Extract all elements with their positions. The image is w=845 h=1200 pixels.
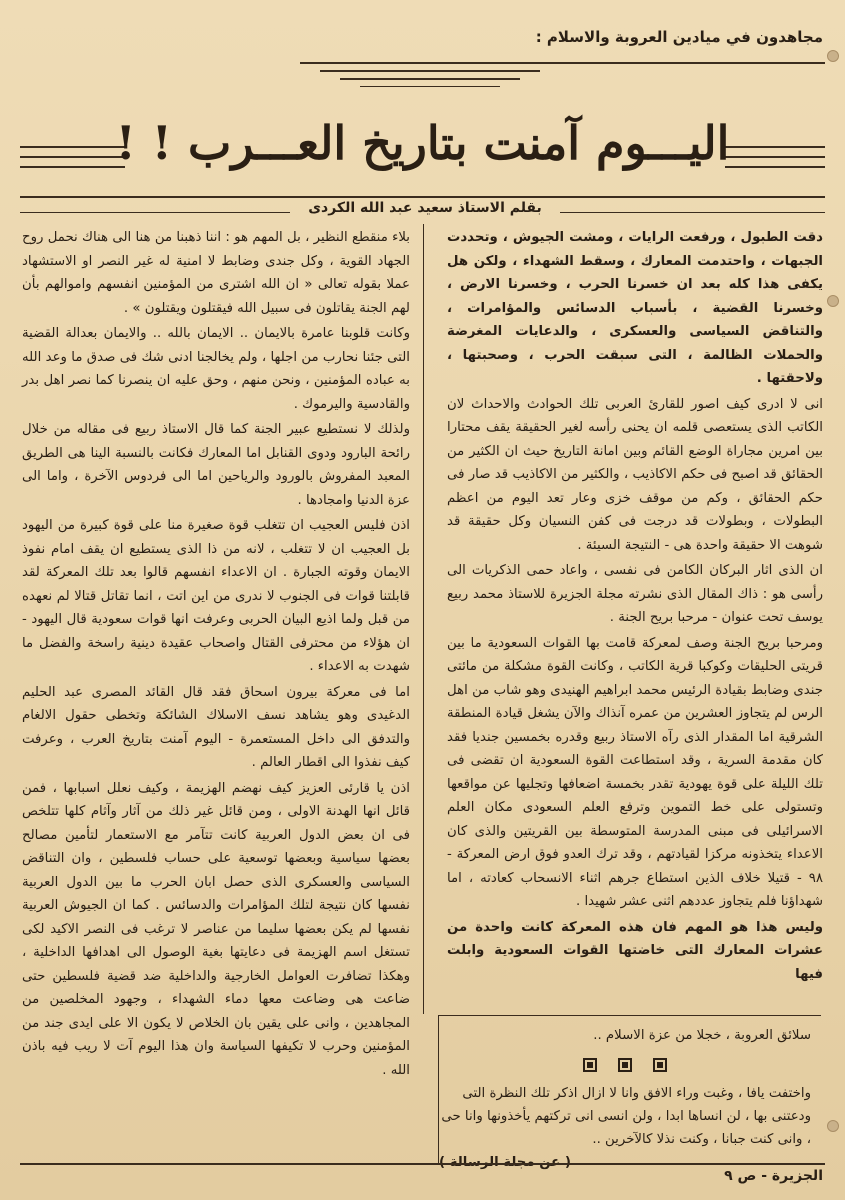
header-rule — [320, 70, 540, 72]
title-underline — [20, 196, 825, 198]
byline: بقلم الاستاذ سعيد عبد الله الكردى — [308, 200, 542, 216]
square-ornament — [618, 1058, 632, 1072]
right-column — [447, 226, 823, 988]
ornament-squares — [439, 1057, 811, 1076]
paragraph: اذن يا قارئى العزيز كيف نهضم الهزيمة ، وكيف نعلل اسبابها ، فمن قائل انها الهدنة الاولى ، ومن قائل غير ذلك من آثار وآثام كلها تتلخص فى ان بعض الدول العربية كانت تتآمر مع الاستعمار لتأمين مصالح بعضها سياسية وبعضها توسعية على حساب فلسطين ، وان التناقض السياسى والعسكرى الذى حصل ابان الحرب ما بين الدول العربية نفسها كان نتيجة لتلك المؤامرات والدسائس . كما ان الجيوش العربية نفسها لم يكن بعضها سليما من عناصر لا ترغب فى النصر الاكيد لكى تستغل اسم الهزيمة فى دعايتها بغية الوصول الى اهدافها الداخلية ، وهكذا تضافرت العوامل الخارجية والداخلية ضد قضية فلسطين حتى ضاعت هى وضاعت معها دماء الشهداء ، وجهود المخلصين من المجاهدين ، وانى على يقين بان الخلاص لا يكون الا على ايدى جند من المؤمنين وحرب لا تكيفها السياسة وان هذا اليوم آت لا ريب فيه باذن الله . — [22, 780, 410, 1078]
paragraph: ان الذى اثار البركان الكامن فى نفسى ، واعاد حمى الذكريات الى رأسى هو : ذاك المقال الذى نشرته مجلة الجزيرة للاستاذ محمد ربيع يوسف تحت عنوان - مرحبا بريح الجنة . — [447, 563, 823, 625]
section-title: مجاهدون في ميادين العروبة والاسلام : — [535, 28, 823, 46]
square-ornament — [653, 1058, 667, 1072]
square-ornament — [583, 1058, 597, 1072]
column-divider — [423, 224, 424, 1014]
paragraph: ولذلك لا نستطيع عبير الجنة كما قال الاستاذ ربيع فى مقاله من خلال رائحة البارود ودوى القنابل اما المعارك فكانت بالنسبة الينا هى الطريق المعبد المفروش بالورود والرياحين اما الى فردوس الآخرة ، واما الى عزة الدنيا وامجادها . — [22, 422, 410, 508]
headline: اليـــوم آمنت بتاريخ العـــرب ! ! — [115, 116, 730, 170]
byline-rule — [20, 212, 290, 213]
header-rule — [360, 86, 500, 87]
paragraph: اذن فليس العجيب ان تتغلب قوة صغيرة منا على قوة كبيرة من اليهود بل العجيب ان لا تتغلب ، لانه من ذا الذى يستطيع ان يقف امام نفوذ الايمان وقوته الجبارة . ان الاعداء انفسهم قالوا بعد تلك المعركة لقد قابلتنا قوات فى الجنوب لا ندرى من اين اتت ، انما تقاتل قتالا لم نعهده من قبل ولما اذيع البيان الحربى وعرفت انها قوات سعودية قال اليهود - ان هؤلاء من محترفى القتال واصحاب عقيدة دينية راسخة والفضل ما شهدت به الاعداء . — [22, 518, 410, 674]
box-poem: واختفت يافا ، وغبت وراء الافق وانا لا ازال اذكر تلك النظرة التى ودعتنى بها ، لن انساها ابدا ، ولن انسى انى تركتهم يأخذونها وانا حى ، وانى كنت جبانا ، وكنت نذلا كالآخرين .. — [441, 1086, 811, 1147]
byline-rule — [560, 212, 825, 213]
box-source: ( عن مجلة الرسالة ) — [439, 1155, 571, 1170]
punch-hole — [827, 1120, 839, 1132]
paragraph: اما فى معركة بيرون اسحاق فقد قال القائد المصرى عبد الحليم الدغيدى وهو يشاهد نسف الاسلاك الشائكة وتخطى حقول الالغام والتدفق الى داخل المستعمرة - اليوم آمنت بتاريخ العرب ، وعرفت كيف نفذوا الى اقطار العالم . — [22, 684, 410, 770]
footer-rule — [20, 1163, 825, 1165]
quote-box — [438, 1015, 821, 1170]
paragraph: انى لا ادرى كيف اصور للقارئ العربى تلك الحوادث والاحداث لان الكاتب الذى يستعصى قلمه ان يحنى رأسه لغير الحقيقة يقف محتارا بين امرين مجاراة الوضع القائم وبين امانة التاريخ حيث ان الكثير من الحقائق قد اصبح فى حكم الاكاذيب ، والكثير من الاكاذيب قد صار فى حكم الحقائق ، وكم من موقف خزى وعار تعد اليوم من اعظم البطولات ، وبطولات قد درجت فى كفن النسيان وكل حقيقة قد شوهت الا حقيقة واحدة هى - النتيجة السيئة . — [447, 396, 823, 553]
punch-hole — [827, 50, 839, 62]
header-rule — [300, 62, 825, 64]
paragraph: بلاء منقطع النظير ، بل المهم هو : اننا ذهبنا من هنا الى هناك نحمل روح الجهاد القوية ، وكل جندى وضابط لا امنية له غير النصر او الاستشهاد عملا بقوله تعالى « ان الله اشترى من المؤمنين انفسهم واموالهم بأن لهم الجنة يقاتلون فى سبيل الله فيقتلون ويقتلون » . — [22, 230, 410, 316]
paragraph: دقت الطبول ، ورفعت الرايات ، ومشت الجيوش ، وتحددت الجبهات ، واحتدمت المعارك ، وسقط الشهداء ، ولكن هل يكفى هذا كله بعد ان خسرنا الحرب ، وخسرنا الارض ، وخسرنا القضية ، بأسباب الدسائس والمؤامرات ، والتناقض السياسى والعسكرى ، والدعايات المغرضة والحملات الظالمة ، التى سبقت الحرب ، وصحبتها ، ولاحقتها . — [447, 230, 823, 386]
punch-hole — [827, 295, 839, 307]
paragraph: وليس هذا هو المهم فان هذه المعركة كانت واحدة من عشرات المعارك التى خاضتها القوات السعودية وابلت فيها — [447, 919, 823, 982]
paragraph: وكانت قلوبنا عامرة بالايمان .. الايمان بالله .. والايمان بعدالة القضية التى جئنا نحارب من اجلها ، ولم يخالجنا ادنى شك فى صدق ما وعد الله به عباده المؤمنين ، ونحن منهم ، وحق عليه ان ينصرنا كما نصر اهل بدر والقادسية واليرموك . — [22, 326, 410, 412]
paragraph: ومرحبا بريح الجنة وصف لمعركة قامت بها القوات السعودية ما بين قريتى الحليقات وكوكبا قرية الكاتب ، وكانت القوة مشكلة من مائتى جندى وضابط بقيادة الرئيس محمد ابراهيم الهنيدى وهو شاب من اهل الرس لم يتجاوز العشرين من عمره آنذاك والآن يشغل قيادة المنطقة الشرقية اما المقدار الذى رآه الاستاذ ربيع وقدره بخمسين جنديا فقد كان مقدمة السرية ، وقد استطاعت القوة السعودية ان تقضى فى تلك الليلة على قوة يهودية تقدر بخمسة اضعافها وتجليها عن مواقعها وتستولى على خط التموين وترفع العلم السعودى مكان العلم الاسرائيلى فى مبنى المدرسة المتوسطة بين القريتين والذى كان الاعداء يتخذونه مركزا لقيادتهم ، وقد ترك العدو فوق ارض المعركة - ٩٨ - قتيلا خلاف الذين استطاع جرهم اثناء الانسحاب كعادته ، اما شهداؤنا فلم يتجاوز عددهم اثنى عشر شهيدا . — [447, 635, 823, 909]
left-column — [22, 226, 410, 1084]
header-rule — [340, 78, 520, 80]
box-intro-line: سلائق العروبة ، خجلا من عزة الاسلام .. — [593, 1028, 811, 1043]
binding-holes — [825, 0, 839, 1200]
page-footer: الجزيرة - ص ٩ — [724, 1168, 823, 1184]
